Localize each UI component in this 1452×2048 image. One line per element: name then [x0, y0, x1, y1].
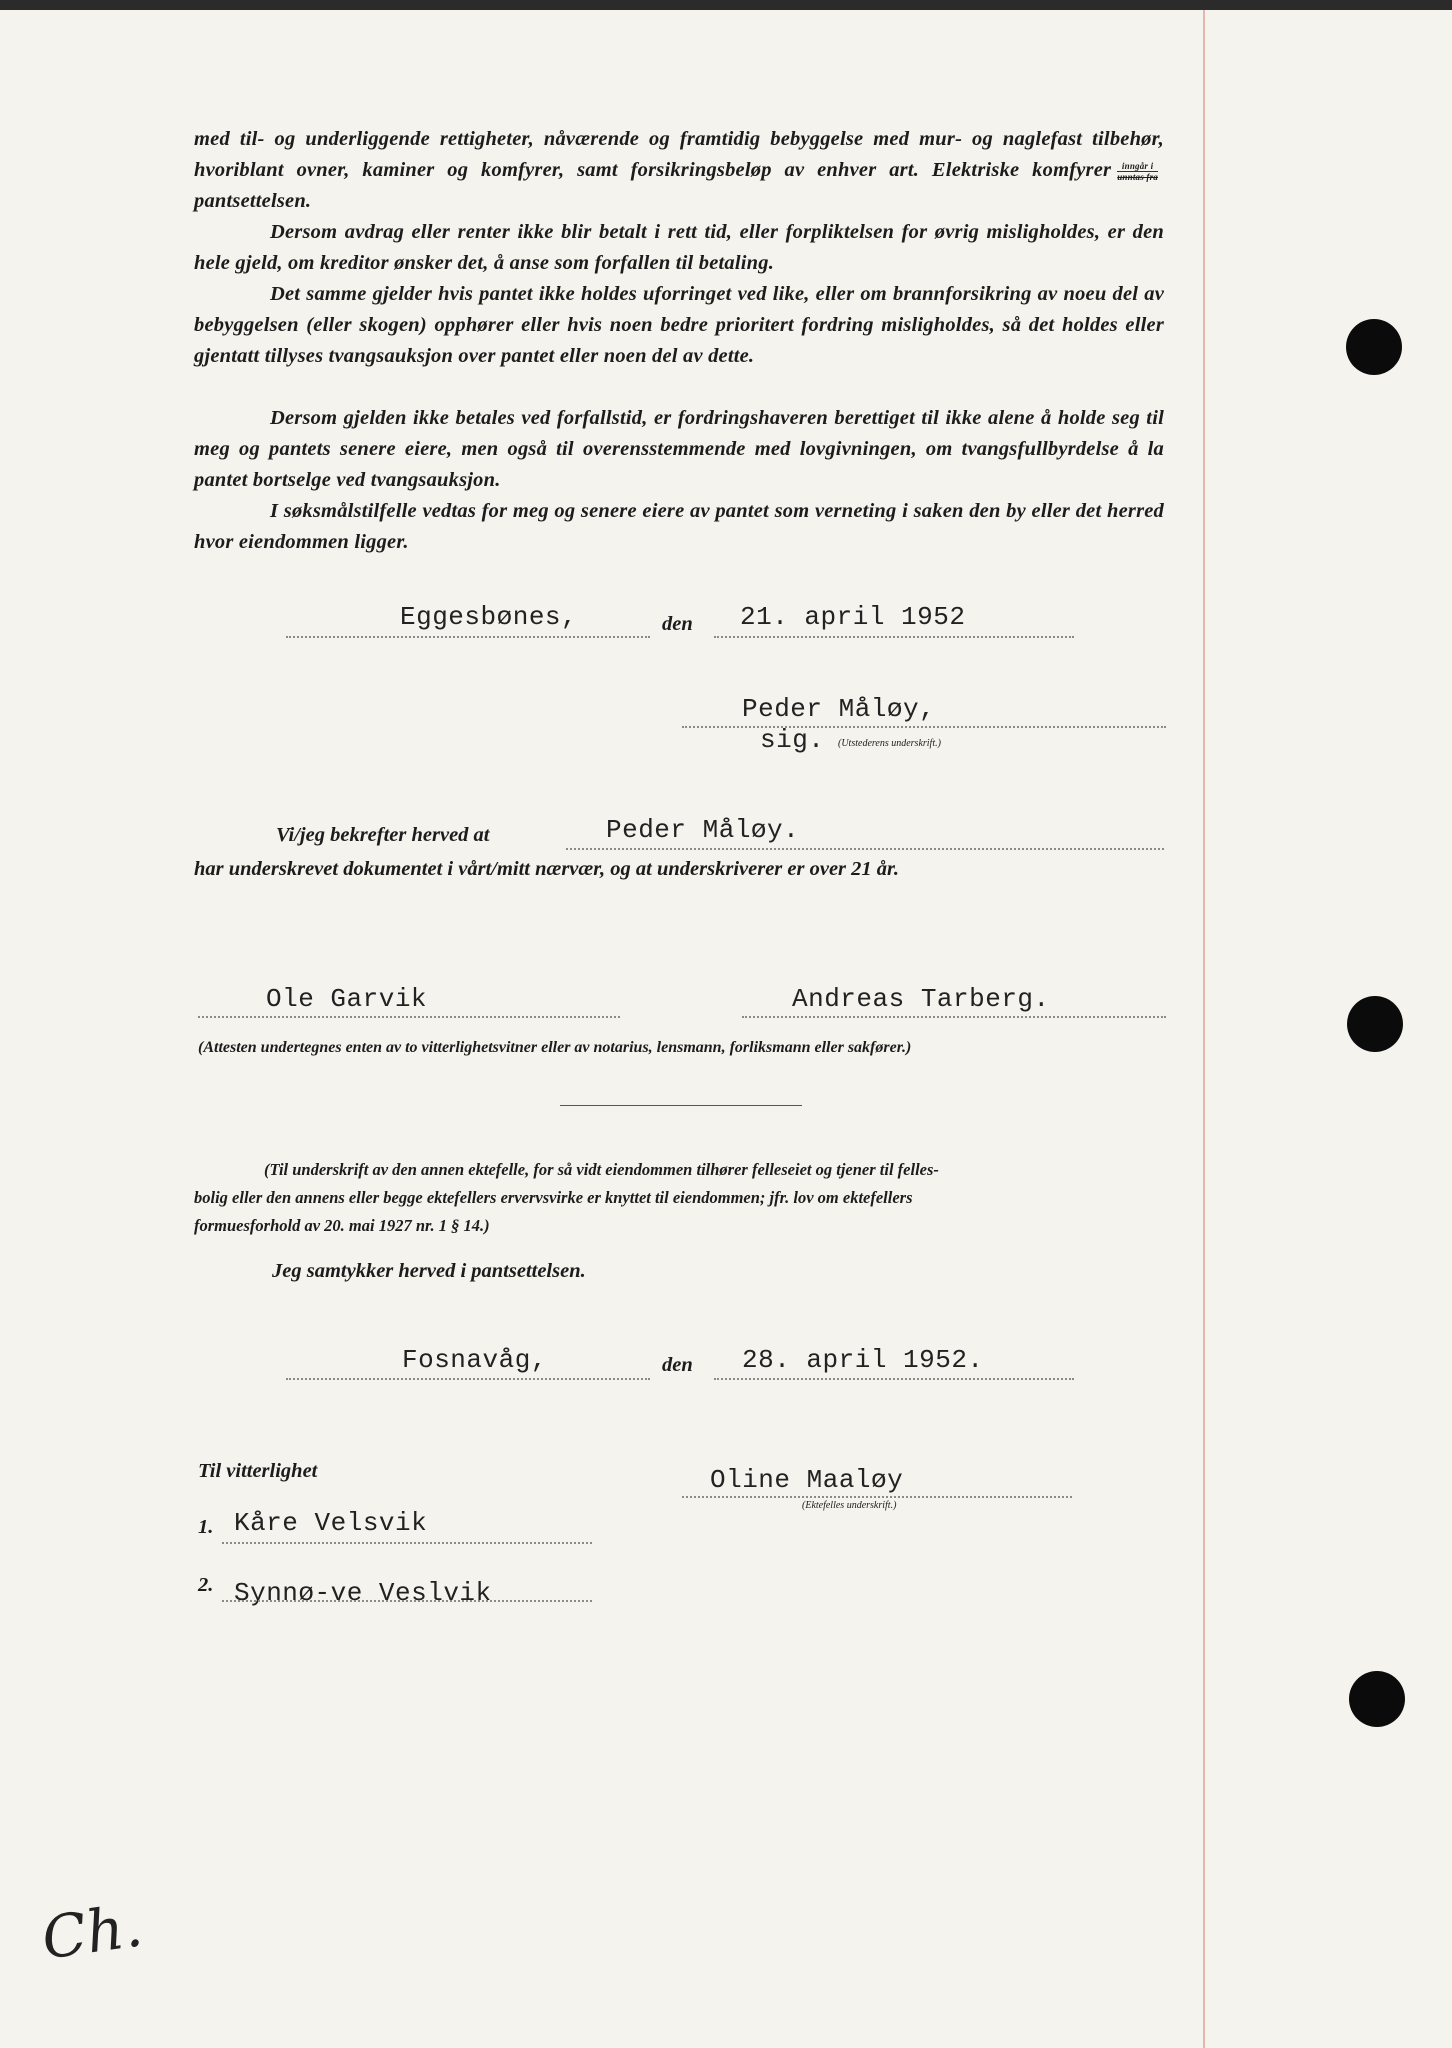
document-page — [0, 10, 1452, 2048]
signer-name: Peder Måløy, — [742, 694, 936, 724]
clause-text: pantsettelsen. — [194, 190, 312, 212]
margin-rule — [1203, 10, 1205, 2048]
witness-1-signature: Ole Garvik — [266, 984, 428, 1014]
spouse-note-line-2: bolig eller den annens eller begge ektefellers ervervsvirke er knyttet til eiendommen; jfr. lov om ektefellers — [194, 1188, 913, 1207]
signing-date: 21. april 1952 — [740, 602, 966, 632]
spouse-signature-line — [682, 1496, 1072, 1498]
consent-date-dotted-line — [714, 1378, 1074, 1380]
fraction-choice — [1117, 161, 1158, 182]
spouse-note-line-1: (Til underskrift av den annen ektefelle, for så vidt eiendommen tilhører felleseiet og tjener til felles- — [264, 1160, 939, 1179]
margin-initials: Ch. — [37, 1891, 147, 1973]
consent-place: Fosnavåg, — [402, 1345, 547, 1375]
witness-2-line — [742, 1016, 1166, 1018]
spouse-caption: (Ektefelles underskrift.) — [802, 1500, 897, 1511]
signature-dotted-line — [682, 726, 1166, 728]
clause-text: med til- og underliggende rettigheter, nåværende og framtidig bebyggelse med mur- og naglefast tilbehør, hvoriblant ovner, kaminer og komfyrer, samt forsikringsbeløp av enhver art. Elektriske komfyrer — [194, 128, 1164, 181]
clause-paragraph-5: I søksmålstilfelle vedtas for meg og senere eiere av pantet som verneting i saken den by eller det herred hvor eiendommen ligger. — [194, 500, 1164, 553]
witness-heading: Til vitterlighet — [198, 1460, 318, 1482]
attested-name: Peder Måløy. — [606, 815, 800, 845]
section-divider — [560, 1105, 802, 1106]
clause-paragraph-3: Det samme gjelder hvis pantet ikke holdes uforringet ved like, eller om brannforsikring av noeu del av bebyggelsen (eller skogen) opphører eller hvis noen bedre prioritert fordring misligholdes, så det holdes eller gjentatt tillyses tvangsauksjon over pantet eller noen del av dette. — [194, 283, 1164, 367]
spouse-witness-1-line — [222, 1542, 592, 1544]
consent-statement: Jeg samtykker herved i pantsettelsen. — [272, 1260, 586, 1282]
consent-place-dotted-line — [286, 1378, 650, 1380]
attestation-dotted-line — [566, 848, 1164, 850]
spouse-note-line-3: formuesforhold av 20. mai 1927 nr. 1 § 14.) — [194, 1216, 490, 1235]
attestation-note: (Attesten undertegnes enten av to vitterlighetsvitner eller av notarius, lensmann, forliksmann eller sakfører.) — [198, 1039, 912, 1056]
fraction-bottom-struck: unntas fra — [1117, 171, 1158, 182]
place-dotted-line — [286, 636, 650, 638]
spouse-witness-2-line — [222, 1600, 592, 1602]
spouse-witness-1: Kåre Velsvik — [234, 1508, 428, 1538]
witness-1-line — [198, 1016, 620, 1018]
signing-place: Eggesbønes, — [400, 602, 578, 632]
attestation-label: Vi/jeg bekrefter herved at — [276, 824, 490, 846]
clause-paragraph-2: Dersom avdrag eller renter ikke blir betalt i rett tid, eller forpliktelsen for øvrig misligholdes, er den hele gjeld, om kreditor ønsker det, å anse som forfallen til betaling. — [194, 221, 1164, 274]
clause-paragraph-4: Dersom gjelden ikke betales ved forfallstid, er fordringshaveren berettiget til ikke alene å holde seg til meg og pantets senere eiere, men også til overensstemmende med lovgivningen, om tvangsfullbyrdelse å la pantet bortselge ved tvangsauksjon. — [194, 407, 1164, 491]
punch-hole — [1349, 1671, 1405, 1727]
spouse-signature: Oline Maaløy — [710, 1465, 904, 1495]
witness-2-number: 2. — [198, 1574, 214, 1596]
spouse-witness-2: Synnø-ve Veslvik — [234, 1578, 492, 1608]
den-label: den — [662, 613, 693, 635]
witness-1-number: 1. — [198, 1516, 214, 1538]
signer-caption: (Utstederens underskrift.) — [838, 738, 941, 749]
witness-2-signature: Andreas Tarberg. — [792, 984, 1050, 1014]
consent-date: 28. april 1952. — [742, 1345, 984, 1375]
fraction-top: inngår i — [1117, 161, 1158, 172]
punch-hole — [1346, 319, 1402, 375]
date-dotted-line — [714, 636, 1074, 638]
consent-den-label: den — [662, 1354, 693, 1376]
sig-mark: sig. — [760, 725, 825, 755]
clause-paragraph-1 — [194, 124, 1164, 217]
punch-hole — [1347, 996, 1403, 1052]
attestation-statement: har underskrevet dokumentet i vårt/mitt nærvær, og at underskriverer er over 21 år. — [194, 858, 899, 880]
